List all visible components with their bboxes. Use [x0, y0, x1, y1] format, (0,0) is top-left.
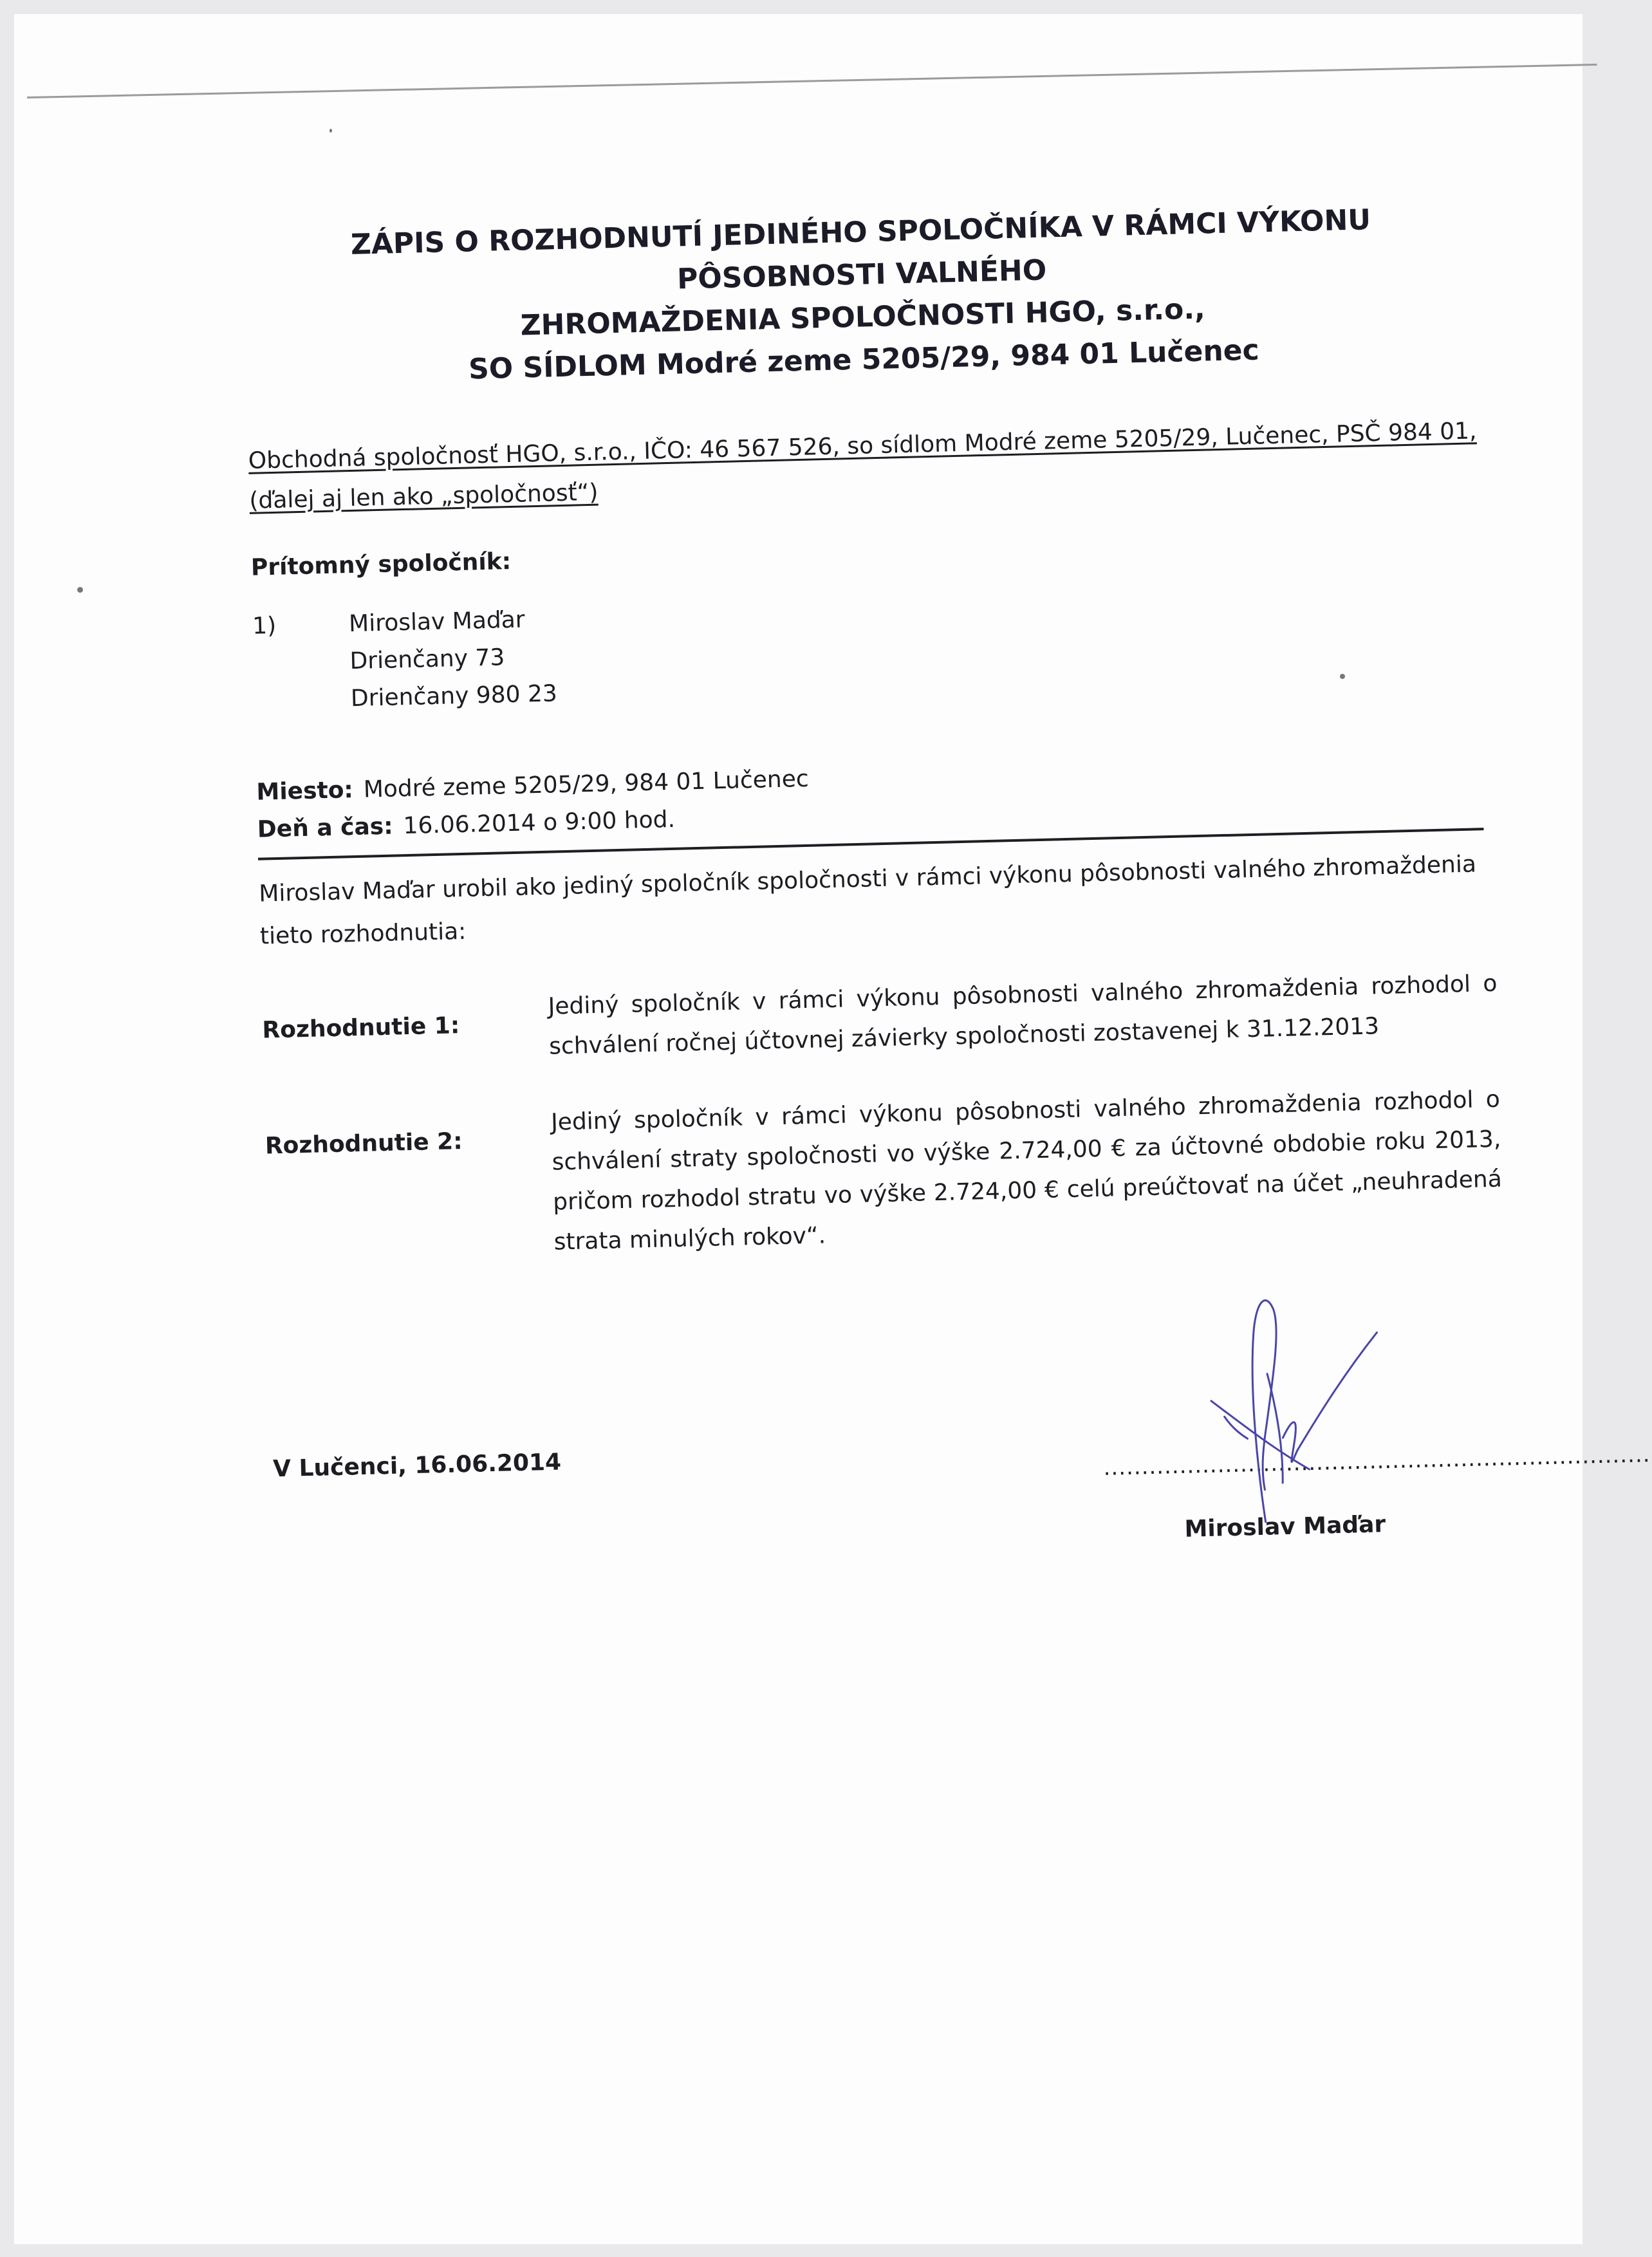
signature-row — [272, 1400, 1651, 1565]
signature-dotted-line: ........................................................................ — [1103, 1442, 1651, 1481]
decision-2 — [265, 1080, 1503, 1270]
member-details — [348, 600, 557, 718]
decisions-lead: Miroslav Maďar urobil ako jediný spoločník spoločnosti v rámci výkonu pôsobnosti valného zhromaždenia tieto rozhodnutia: — [258, 851, 1477, 950]
member-number: 1) — [252, 612, 277, 640]
title-line-2: ZHROMAŽDENIA SPOLOČNOSTI HGO, s.r.o., — [520, 292, 1206, 342]
title-line-1: ZÁPIS O ROZHODNUTÍ JEDINÉHO SPOLOČNÍKA V RÁMCI VÝKONU PÔSOBNOSTI VALNÉHO — [350, 203, 1371, 296]
decision-1 — [261, 964, 1498, 1074]
scan-edge-line — [27, 64, 1597, 98]
signature-block — [1102, 1401, 1651, 1545]
present-member — [252, 578, 1490, 720]
member-street: Drienčany 73 — [349, 644, 505, 675]
document-page — [14, 14, 1651, 2244]
company-intro: Obchodná spoločnosť HGO, s.r.o., IČO: 46 567 526, so sídlom Modré zeme 5205/29, Lučenec, PSČ 984 01, (ďalej aj len ako „spoločnosť“) — [248, 418, 1477, 514]
meeting-place-value: Modré zeme 5205/29, 984 01 Lučenec — [363, 765, 810, 803]
title-line-3: SO SÍDLOM Modré zeme 5205/29, 984 01 Lučenec — [468, 333, 1260, 386]
decision-1-text: Jediný spoločník v rámci výkonu pôsobnosti valného zhromaždenia rozhodol o schválení ročnej účtovnej závierky spoločnosti zostavenej k 31.12.2013 — [548, 970, 1498, 1060]
place-and-date: V Lučenci, 16.06.2014 — [272, 1449, 562, 1483]
document-content — [243, 196, 1651, 1565]
meeting-time-value: 16.06.2014 o 9:00 hod. — [403, 806, 676, 840]
present-member-label: Prítomný spoločník: — [250, 548, 512, 581]
meeting-time-label: Deň a čas: — [257, 813, 394, 843]
decision-2-text: Jediný spoločník v rámci výkonu pôsobnosti valného zhromaždenia rozhodol o schválení straty spoločnosti vo výške 2.724,00 € za účtovné obdobie roku 2013, pričom rozhodol stratu vo výške 2.724,00 € celú preúčtovať na účet „neuhradená strata minulých rokov“. — [550, 1086, 1503, 1256]
member-city: Drienčany 980 23 — [350, 680, 558, 712]
scan-speck — [77, 587, 83, 593]
scan-speck — [329, 129, 332, 133]
decision-1-label: Rozhodnutie 1: — [262, 1012, 460, 1044]
member-name: Miroslav Maďar — [348, 606, 526, 638]
decision-2-label: Rozhodnutie 2: — [265, 1128, 463, 1160]
meeting-place-label: Miesto: — [255, 777, 354, 806]
handwritten-signature — [1182, 1274, 1401, 1537]
signatory-name: Miroslav Maďar — [1184, 1511, 1386, 1543]
document-title — [243, 196, 1482, 396]
